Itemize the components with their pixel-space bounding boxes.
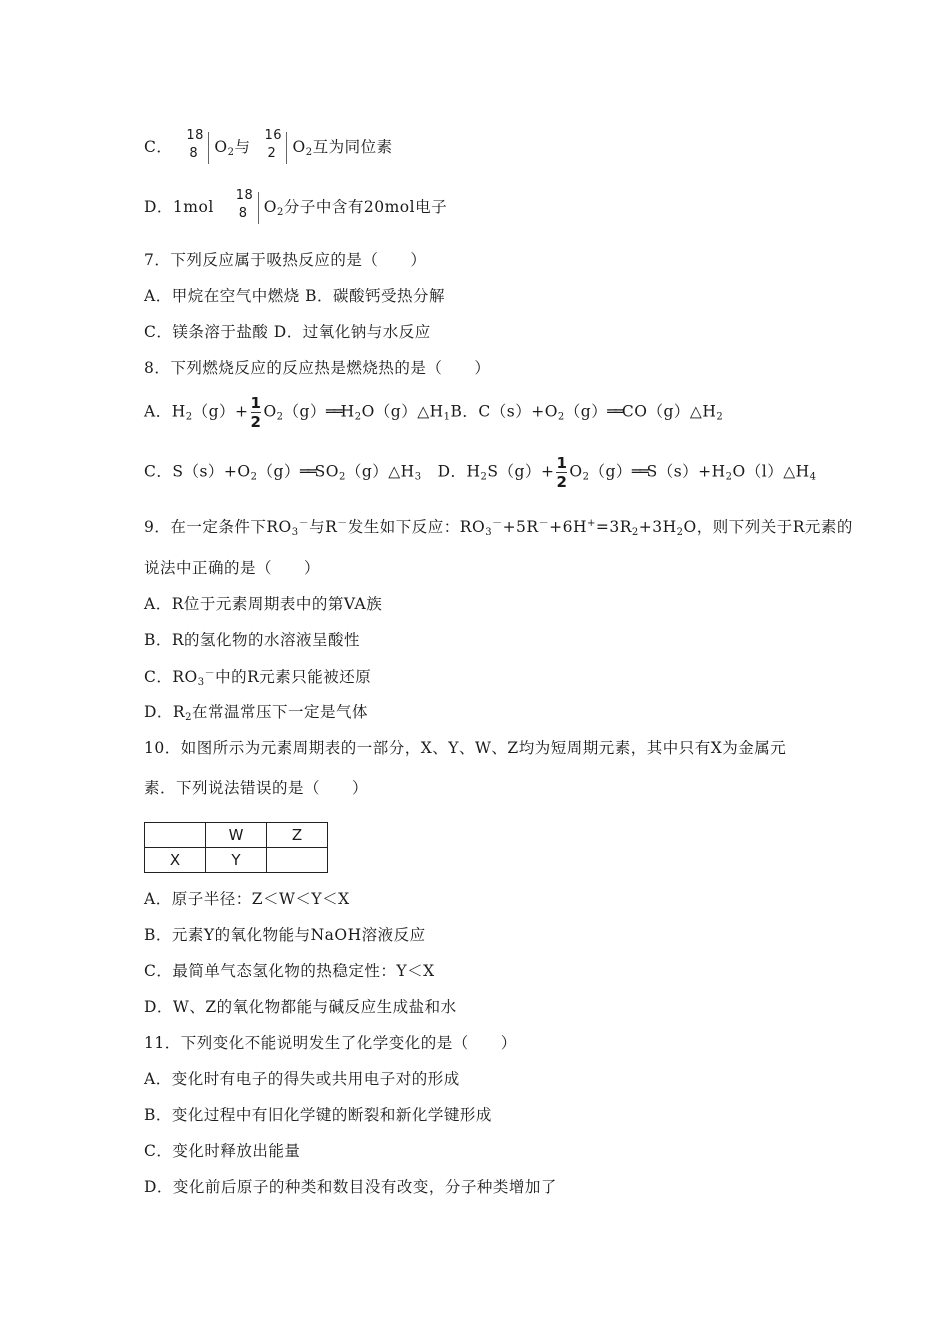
table-cell: X [145, 848, 206, 873]
q10-stem-line2: 素．下列说法错误的是（ ） [144, 779, 369, 797]
q8-options-cd: C．$S(s)+O_2(g)══SO_2(g)\triangle H_3$ D．$H_2S(g)+$ $\frac{1}{2}$ $O_2(g)══S(s)+H_2O(l)\triangle H_4$ [144, 454, 817, 491]
q8-stem: 8．下列燃烧反应的反应热是燃烧热的是（ ） [144, 359, 491, 377]
q9-option-b: B．R的氢化物的水溶液呈酸性 [144, 631, 361, 649]
isotope-notation [264, 128, 288, 168]
fraction [251, 394, 262, 431]
isotope-notation [186, 128, 210, 168]
q11-option-c: C．变化时释放出能量 [144, 1142, 301, 1160]
table-cell [145, 823, 206, 848]
q10-option-d: D．W、Z的氧化物都能与碱反应生成盐和水 [144, 998, 457, 1016]
table-cell: Z [267, 823, 328, 848]
text: 互为同位素 [312, 138, 393, 156]
q9-stem-line1: 9．在一定条件下$RO_3^-$与R－发生如下反应：$RO_3^-+5R^-+6H^+=3R_2+3H_2O$，则下列关于R元素的 [144, 518, 853, 538]
table-cell: Y [206, 848, 267, 873]
q7-options-ab: A．甲烷在空气中燃烧 B．碳酸钙受热分解 [144, 287, 446, 305]
text: 中的R元素只能被还原 [215, 668, 372, 686]
q6-option-c: C． 18 8 $O_2$与 16 2 $O_2$互为同位素 [144, 128, 393, 168]
mass-number: 18 [186, 128, 204, 143]
text: 在常温常压下一定是气体 [191, 703, 368, 721]
formula: O [292, 138, 306, 156]
atomic-number: 2 [267, 146, 277, 161]
q7-options-cd: C．镁条溶于盐酸 D．过氧化钠与水反应 [144, 323, 431, 341]
option-label: C． [144, 138, 173, 156]
q9-option-a: A．R位于元素周期表中的第VA族 [144, 595, 383, 613]
isotope-notation [236, 188, 260, 228]
q10-option-a: A．原子半径：Z＜W＜Y＜X [144, 890, 350, 908]
text: 与 [234, 138, 251, 156]
q11-option-b: B．变化过程中有旧化学键的断裂和新化学键形成 [144, 1106, 492, 1124]
formula: O [214, 138, 228, 156]
q7-stem: 7．下列反应属于吸热反应的是（ ） [144, 251, 427, 269]
atomic-number: 8 [238, 206, 248, 221]
denominator: 2 [250, 413, 262, 431]
q9-option-d: D．$R_2$在常温常压下一定是气体 [144, 703, 368, 723]
table-cell [267, 848, 328, 873]
q9-option-c: C．$RO_3^-$中的R元素只能被还原 [144, 668, 372, 688]
atomic-number: 8 [189, 146, 199, 161]
q10-option-b: B．元素Y的氧化物能与NaOH溶液反应 [144, 926, 426, 944]
q9-stem-line2: 说法中正确的是（ ） [144, 559, 321, 577]
periodic-table-fragment [144, 822, 328, 873]
q6-option-d: D．1mol 18 8 $O_2$分子中含有20mol电子 [144, 188, 447, 228]
q11-option-d: D．变化前后原子的种类和数目没有改变，分子种类增加了 [144, 1178, 557, 1196]
text: 9．在一定条件下RO [144, 518, 292, 536]
mass-number: 18 [235, 188, 254, 203]
q11-option-a: A．变化时有电子的得失或共用电子对的形成 [144, 1070, 460, 1088]
table-cell: W [206, 823, 267, 848]
q8-options-ab: A．$H_2(g)+$ $\frac{1}{2}$ $O_2(g)══H_2O(g)\triangle H_1B$．$C(s)+O_2(g)══CO(g)\triangle H_2$ [144, 394, 724, 431]
q10-stem-line1: 10．如图所示为元素周期表的一部分，X、Y、W、Z均为短周期元素，其中只有X为金属元 [144, 739, 787, 757]
numerator: 1 [250, 394, 262, 412]
text: 分子中含有20mol电子 [283, 198, 448, 216]
mass-number: 16 [264, 128, 283, 143]
fraction: $\frac{1}{2}$ [556, 454, 568, 491]
q10-option-c: C．最简单气态氢化物的热稳定性：Y＜X [144, 962, 435, 980]
option-label: D．1mol [144, 198, 214, 216]
q11-stem: 11．下列变化不能说明发生了化学变化的是（ ） [144, 1034, 517, 1052]
formula: O [263, 198, 277, 216]
